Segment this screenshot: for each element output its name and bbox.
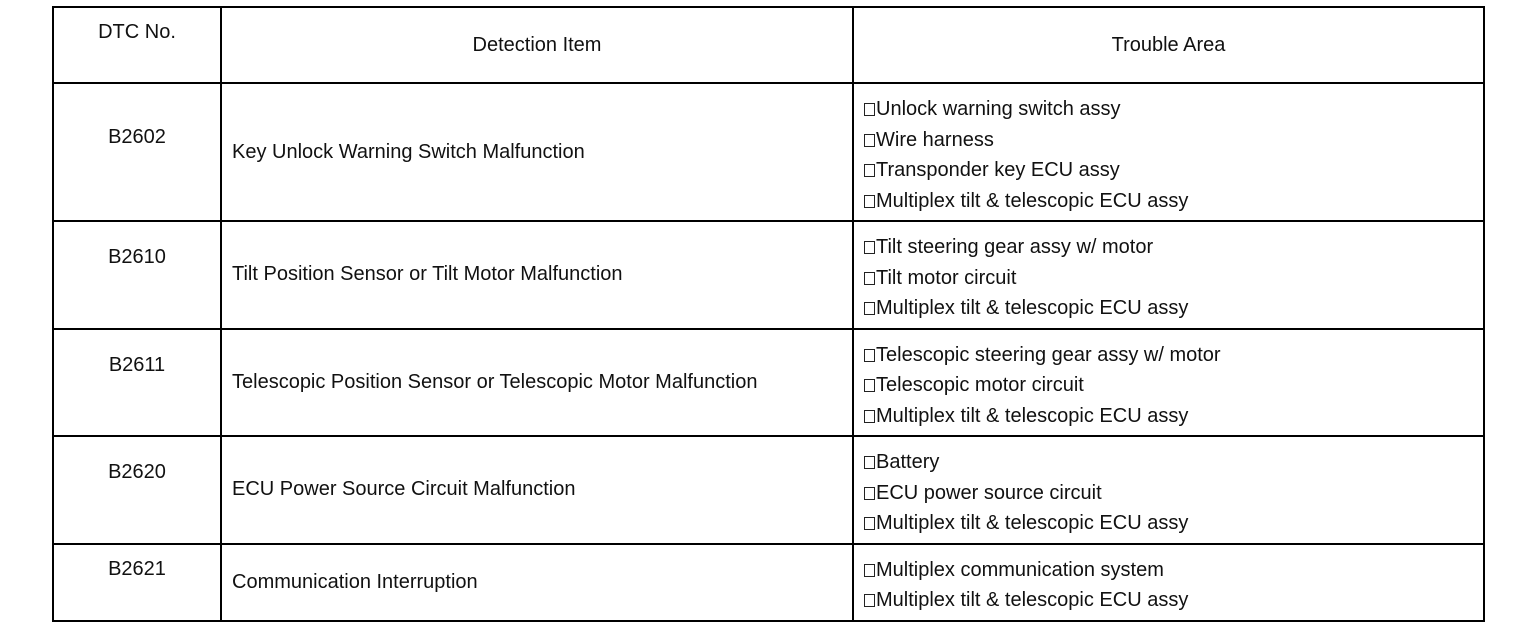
trouble-area-text: Tilt steering gear assy w/ motor: [876, 236, 1154, 258]
detection-item: Key Unlock Warning Switch Malfunction: [221, 83, 853, 221]
trouble-area-text: Telescopic motor circuit: [876, 374, 1084, 396]
list-item: [864, 232, 1483, 263]
checkbox-square-icon: [864, 487, 875, 500]
checkbox-square-icon: [864, 456, 875, 469]
checkbox-square-icon: [864, 302, 875, 315]
list-item: [864, 340, 1483, 371]
list-item: [864, 155, 1483, 186]
checkbox-square-icon: [864, 379, 875, 392]
checkbox-square-icon: [864, 241, 875, 254]
dtc-code: B2620: [53, 436, 221, 544]
list-item: [864, 293, 1483, 324]
checkbox-square-icon: [864, 349, 875, 362]
header-trouble-area: Trouble Area: [853, 7, 1484, 83]
list-item: [864, 478, 1483, 509]
list-item: [864, 555, 1483, 586]
table-row: [53, 544, 1484, 621]
table-row: [53, 83, 1484, 221]
list-item: [864, 508, 1483, 539]
trouble-area-cell: [853, 544, 1484, 621]
list-item: [864, 263, 1483, 294]
dtc-table: [52, 6, 1485, 622]
list-item: [864, 186, 1483, 217]
trouble-area-text: Wire harness: [876, 128, 994, 151]
detection-item: Communication Interruption: [221, 544, 853, 621]
trouble-area-cell: [853, 83, 1484, 221]
dtc-code: B2611: [53, 329, 221, 437]
trouble-area-list: [864, 94, 1483, 216]
trouble-area-text: ECU power source circuit: [876, 481, 1102, 504]
dtc-code: B2610: [53, 221, 221, 329]
trouble-area-text: Multiplex tilt & telescopic ECU assy: [876, 297, 1189, 319]
list-item: [864, 401, 1483, 432]
table-row: [53, 221, 1484, 329]
detection-item: Telescopic Position Sensor or Telescopic Motor Malfunction: [221, 329, 853, 437]
trouble-area-text: Telescopic steering gear assy w/ motor: [876, 343, 1221, 366]
detection-item: ECU Power Source Circuit Malfunction: [221, 436, 853, 544]
table-row: [53, 436, 1484, 544]
list-item: [864, 585, 1483, 616]
trouble-area-text: Transponder key ECU assy: [876, 159, 1120, 181]
checkbox-square-icon: [864, 272, 875, 285]
trouble-area-list: [864, 447, 1483, 539]
dtc-code: B2621: [53, 544, 221, 621]
checkbox-square-icon: [864, 594, 875, 607]
checkbox-square-icon: [864, 195, 875, 208]
trouble-area-list: [864, 340, 1483, 432]
trouble-area-cell: [853, 436, 1484, 544]
header-detection-item: Detection Item: [221, 7, 853, 83]
trouble-area-cell: [853, 329, 1484, 437]
table-header-row: [53, 7, 1484, 83]
trouble-area-text: Battery: [876, 451, 940, 473]
trouble-area-text: Tilt motor circuit: [876, 266, 1017, 289]
table-row: [53, 329, 1484, 437]
list-item: [864, 94, 1483, 125]
checkbox-square-icon: [864, 517, 875, 530]
checkbox-square-icon: [864, 103, 875, 116]
trouble-area-cell: [853, 221, 1484, 329]
list-item: [864, 370, 1483, 401]
dtc-code: B2602: [53, 83, 221, 221]
checkbox-square-icon: [864, 564, 875, 577]
trouble-area-text: Unlock warning switch assy: [876, 98, 1121, 120]
trouble-area-list: [864, 555, 1483, 616]
list-item: [864, 447, 1483, 478]
trouble-area-text: Multiplex tilt & telescopic ECU assy: [876, 404, 1189, 427]
checkbox-square-icon: [864, 164, 875, 177]
trouble-area-list: [864, 232, 1483, 324]
list-item: [864, 125, 1483, 156]
checkbox-square-icon: [864, 134, 875, 147]
checkbox-square-icon: [864, 410, 875, 423]
trouble-area-text: Multiplex tilt & telescopic ECU assy: [876, 512, 1189, 534]
trouble-area-text: Multiplex tilt & telescopic ECU assy: [876, 589, 1189, 611]
trouble-area-text: Multiplex communication system: [876, 558, 1164, 581]
detection-item: Tilt Position Sensor or Tilt Motor Malfunction: [221, 221, 853, 329]
trouble-area-text: Multiplex tilt & telescopic ECU assy: [876, 189, 1189, 212]
header-dtc-no: DTC No.: [53, 7, 221, 83]
